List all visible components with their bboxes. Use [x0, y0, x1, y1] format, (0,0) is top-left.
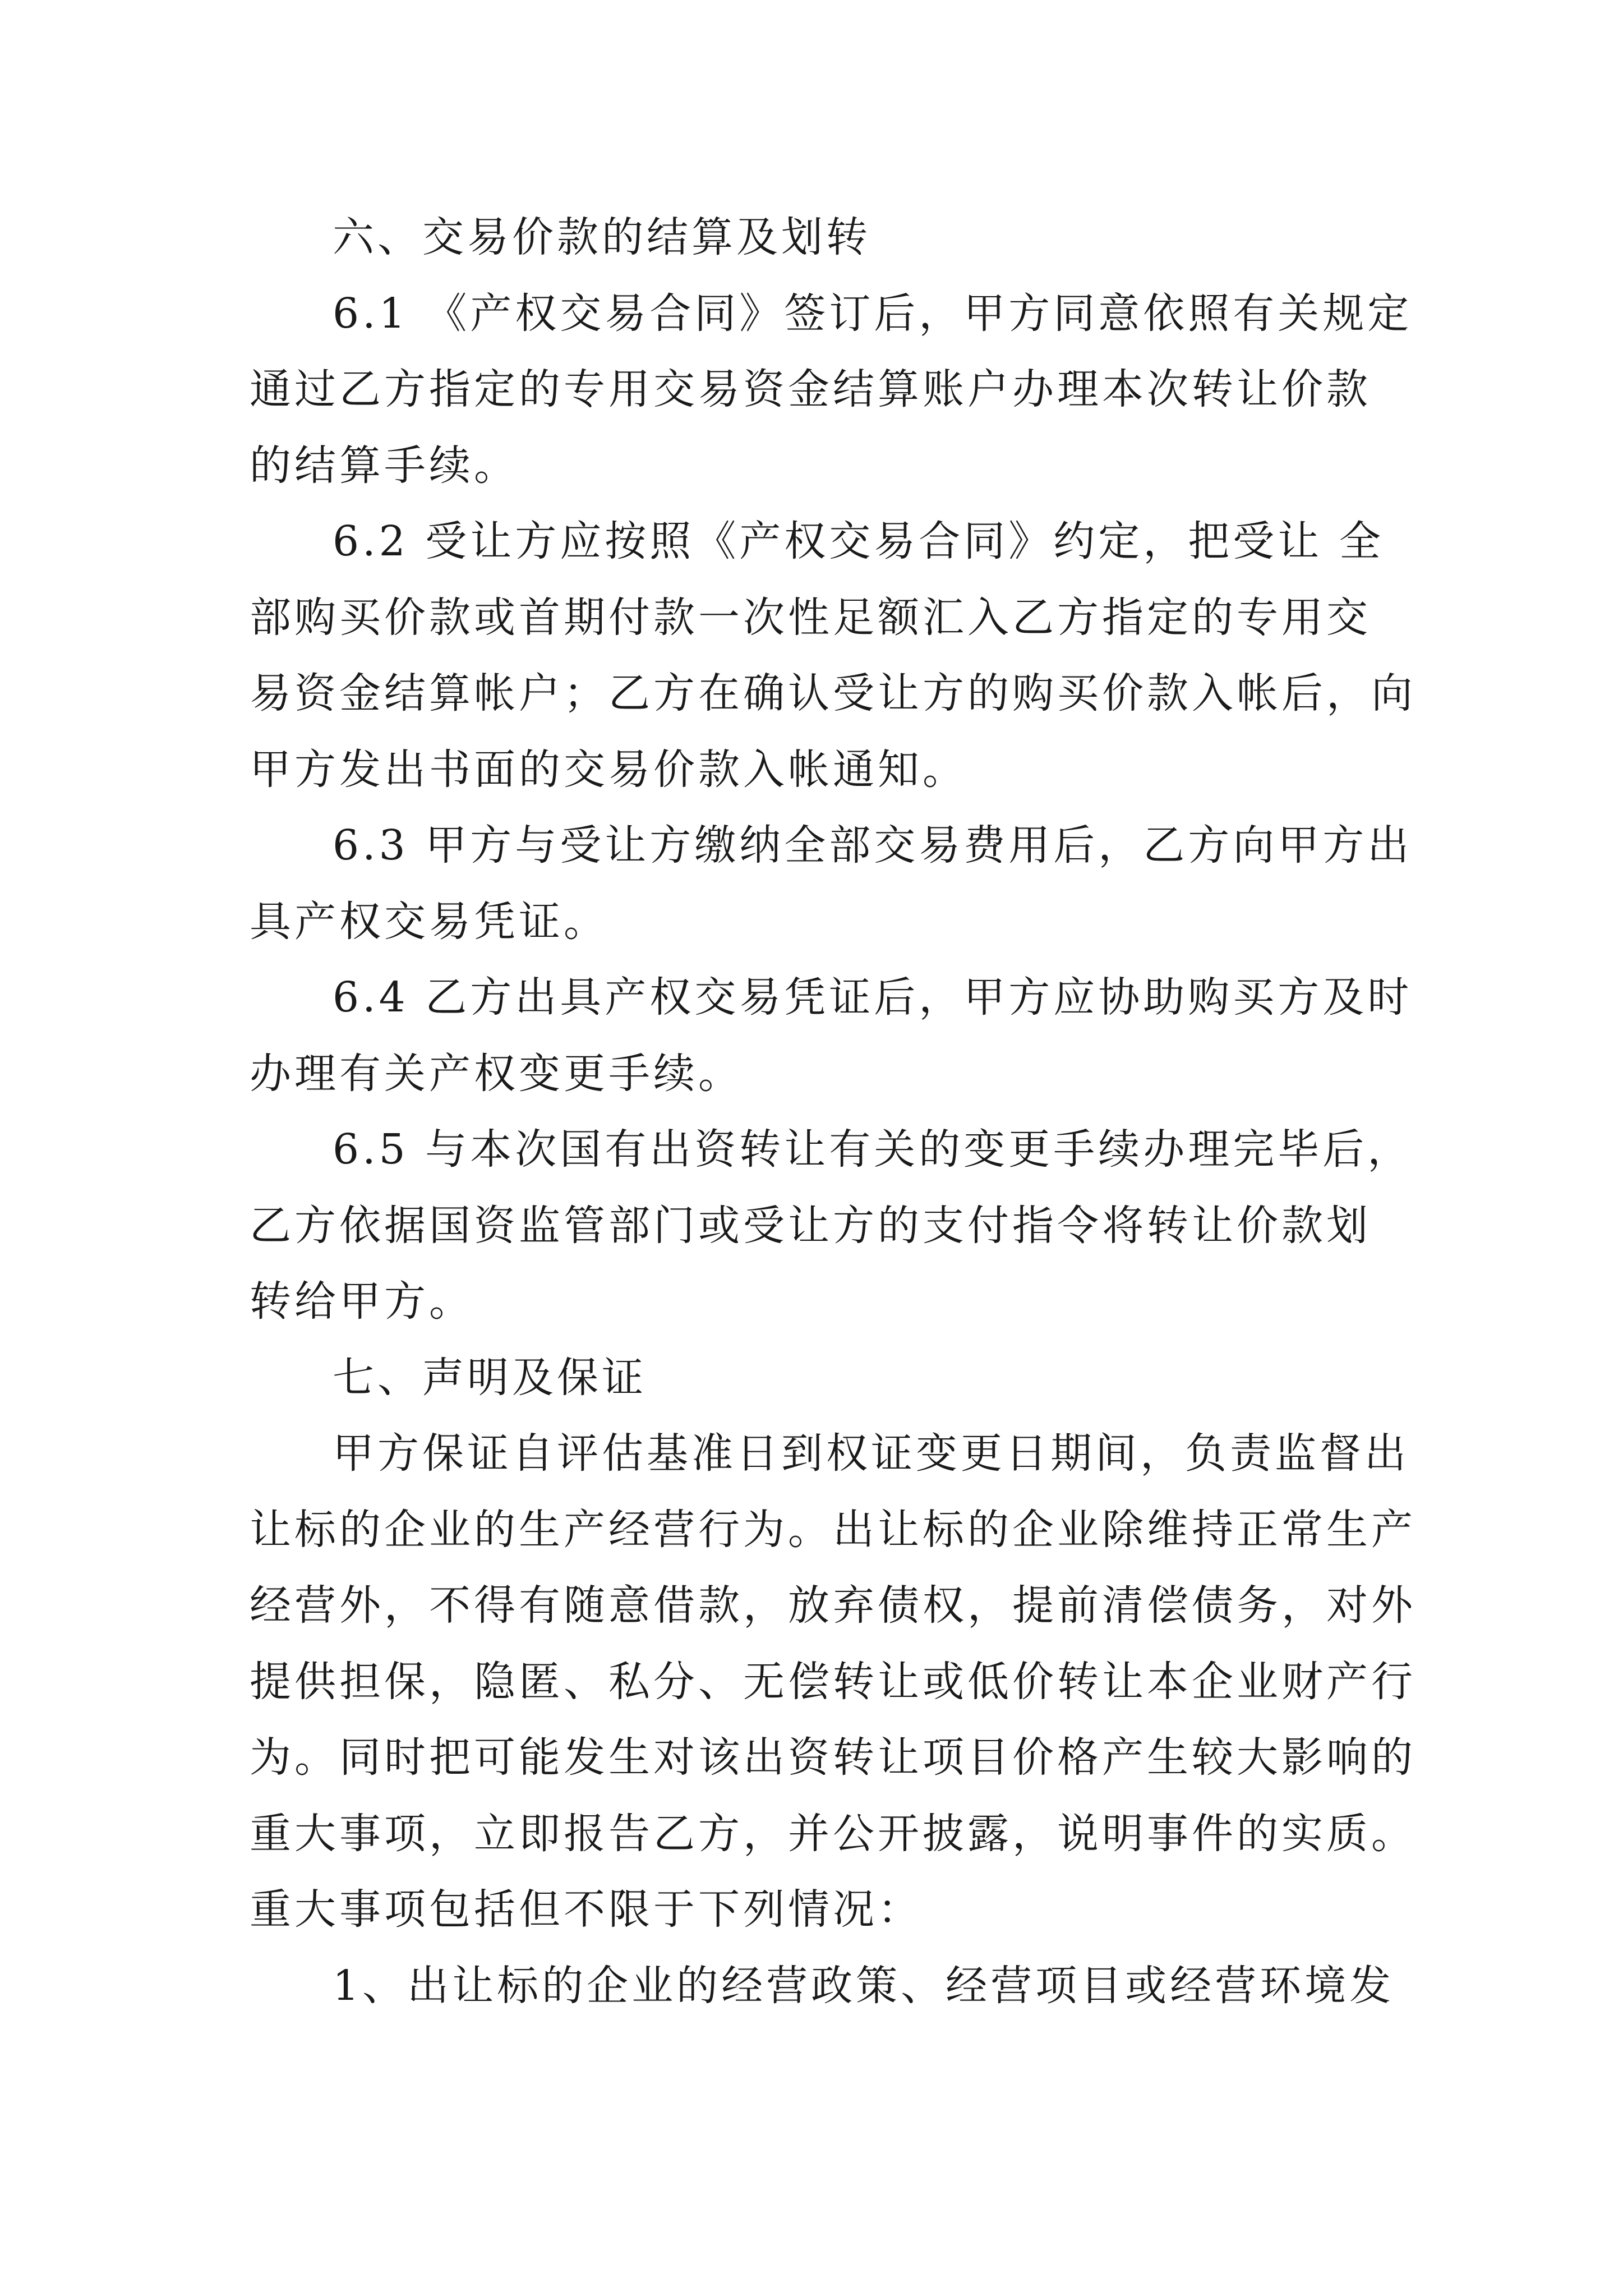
- paragraph-line: 经营外，不得有随意借款，放弃债权，提前清偿债务，对外: [250, 1581, 1416, 1630]
- paragraph-line: 6.5 与本次国有出资转让有关的变更手续办理完毕后，: [333, 1125, 1413, 1174]
- paragraph-line: 甲方发出书面的交易价款入帐通知。: [250, 745, 967, 794]
- paragraph-line: 6.3 甲方与受让方缴纳全部交易费用后，乙方向甲方出: [333, 821, 1413, 869]
- paragraph-line: 乙方依据国资监管部门或受让方的支付指令将转让价款划: [250, 1201, 1371, 1250]
- paragraph-line: 6.1 《产权交易合同》签订后，甲方同意依照有关规定: [333, 289, 1413, 338]
- section-heading-6: 六、交易价款的结算及划转: [333, 213, 871, 261]
- section-heading-7: 七、声明及保证: [333, 1353, 647, 1402]
- paragraph-line: 甲方保证自评估基准日到权证变更日期间，负责监督出: [333, 1429, 1409, 1478]
- paragraph-line: 6.4 乙方出具产权交易凭证后，甲方应协助购买方及时: [333, 973, 1413, 1022]
- paragraph-line: 具产权交易凭证。: [250, 897, 608, 946]
- paragraph-line: 通过乙方指定的专用交易资金结算账户办理本次转让价款: [250, 365, 1371, 413]
- paragraph-line: 为。同时把可能发生对该出资转让项目价格产生较大影响的: [250, 1733, 1416, 1782]
- paragraph-line: 转给甲方。: [250, 1277, 474, 1326]
- paragraph-line: 重大事项，立即报告乙方，并公开披露，说明事件的实质。: [250, 1809, 1416, 1858]
- paragraph-line: 易资金结算帐户；乙方在确认受让方的购买价款入帐后，向: [250, 669, 1416, 717]
- paragraph-line: 6.2 受让方应按照《产权交易合同》约定，把受让 全: [333, 517, 1384, 565]
- paragraph-line: 重大事项包括但不限于下列情况：: [250, 1885, 923, 1934]
- paragraph-line: 部购买价款或首期付款一次性足额汇入乙方指定的专用交: [250, 593, 1371, 642]
- paragraph-line: 的结算手续。: [250, 441, 519, 490]
- paragraph-line: 让标的企业的生产经营行为。出让标的企业除维持正常生产: [250, 1505, 1416, 1554]
- paragraph-line: 办理有关产权变更手续。: [250, 1049, 743, 1098]
- document-body: [250, 200, 1416, 2024]
- paragraph-line: 提供担保，隐匿、私分、无偿转让或低价转让本企业财产行: [250, 1657, 1416, 1706]
- list-item-line: 1、出让标的企业的经营政策、经营项目或经营环境发: [333, 1961, 1395, 2010]
